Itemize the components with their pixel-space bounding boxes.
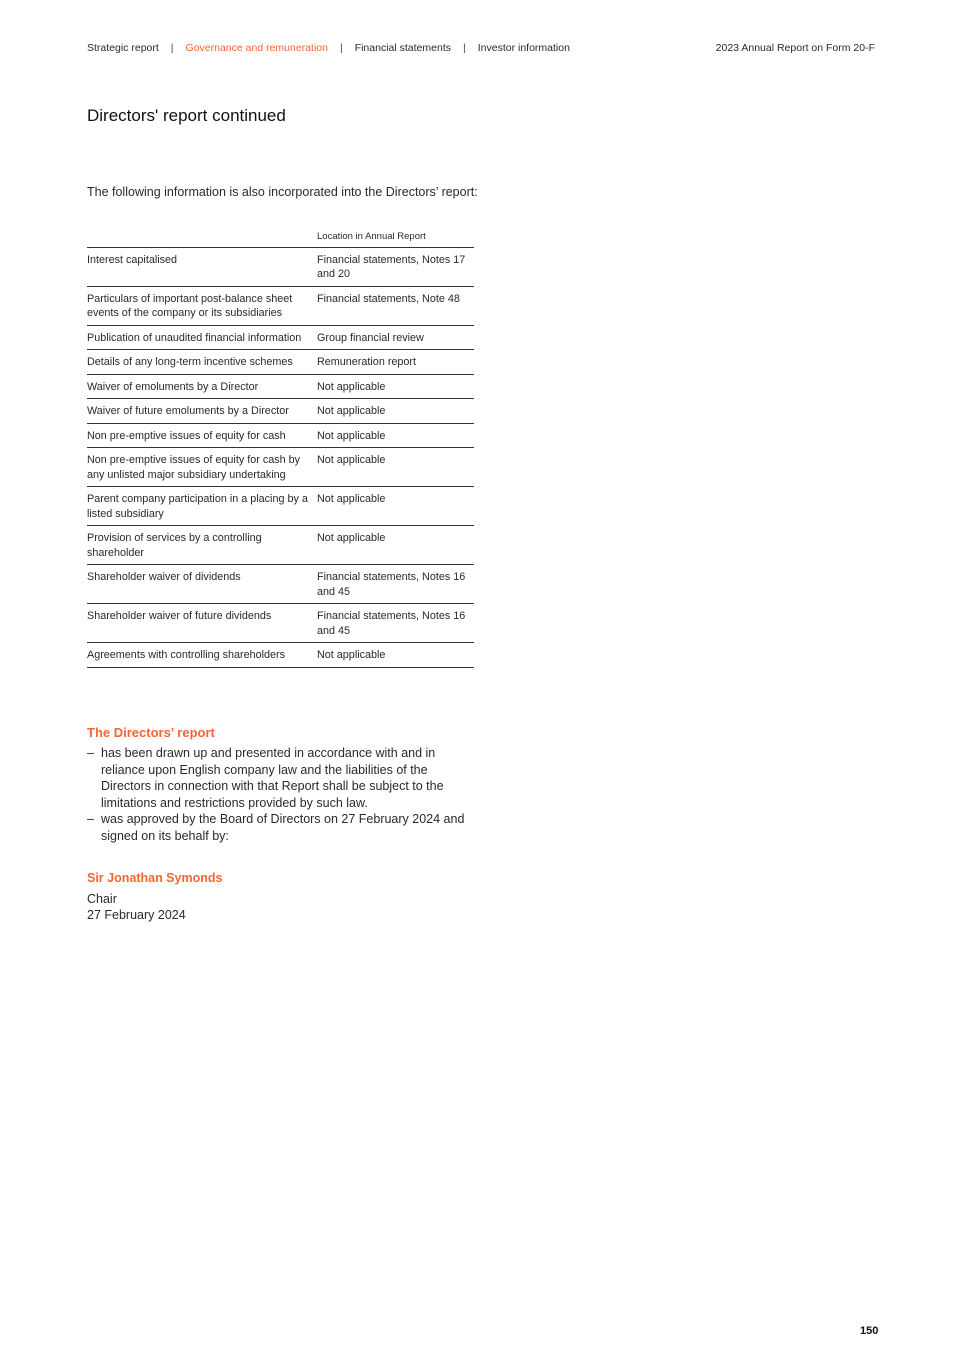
table-row — [87, 325, 474, 350]
page-number: 150 — [860, 1325, 879, 1337]
list-item-text: has been drawn up and presented in accordance with and in reliance upon English company law and the liabilities of the Directors in connection with that Report shall be subject to the limitations and restrictions provided by such law. — [101, 746, 444, 810]
row-location: Financial statements, Notes 16 and 45 — [317, 565, 474, 604]
row-location: Not applicable — [317, 399, 474, 424]
table-row — [87, 448, 474, 487]
table-row — [87, 286, 474, 325]
row-item: Particulars of important post-balance sheet events of the company or its subsidiaries — [87, 286, 317, 325]
signatory-role: Chair — [87, 891, 117, 906]
row-location: Financial statements, Notes 16 and 45 — [317, 604, 474, 643]
table-row — [87, 487, 474, 526]
table-row — [87, 350, 474, 375]
row-item: Provision of services by a controlling shareholder — [87, 526, 317, 565]
list-item — [87, 811, 479, 844]
statement-heading: The Directors’ report — [87, 725, 215, 740]
column-header-location: Location in Annual Report — [317, 230, 474, 247]
report-title: 2023 Annual Report on Form 20-F — [715, 42, 875, 54]
nav-governance-and-remuneration[interactable]: Governance and remuneration — [185, 42, 328, 54]
row-location: Not applicable — [317, 448, 474, 487]
nav-strategic-report[interactable]: Strategic report — [87, 42, 159, 54]
row-item: Non pre-emptive issues of equity for cash by any unlisted major subsidiary undertaking — [87, 448, 317, 487]
signature-block — [87, 870, 479, 924]
row-location: Not applicable — [317, 643, 474, 668]
nav-investor-information[interactable]: Investor information — [477, 42, 570, 54]
row-item: Publication of unaudited financial information — [87, 325, 317, 350]
column-header-item — [87, 230, 317, 247]
table-row — [87, 565, 474, 604]
table-row — [87, 526, 474, 565]
directors-report-statement — [87, 725, 479, 844]
row-item: Details of any long-term incentive schemes — [87, 350, 317, 375]
row-item: Waiver of emoluments by a Director — [87, 374, 317, 399]
dash-bullet: – — [87, 812, 94, 826]
intro-text: The following information is also incorporated into the Directors’ report: — [87, 185, 478, 199]
row-location: Not applicable — [317, 487, 474, 526]
dash-bullet: – — [87, 746, 94, 760]
signature-date: 27 February 2024 — [87, 908, 186, 922]
row-location: Not applicable — [317, 374, 474, 399]
row-location: Financial statements, Note 48 — [317, 286, 474, 325]
table-row — [87, 374, 474, 399]
row-item: Waiver of future emoluments by a Director — [87, 399, 317, 424]
row-item: Shareholder waiver of dividends — [87, 565, 317, 604]
nav-financial-statements[interactable]: Financial statements — [354, 42, 451, 54]
row-location: Not applicable — [317, 526, 474, 565]
nav-separator: | — [462, 42, 466, 54]
row-location: Not applicable — [317, 423, 474, 448]
table-row — [87, 423, 474, 448]
row-item: Parent company participation in a placing by a listed subsidiary — [87, 487, 317, 526]
list-item-text: was approved by the Board of Directors on 27 February 2024 and signed on its behalf by: — [101, 812, 465, 843]
table-row — [87, 247, 474, 286]
row-item: Non pre-emptive issues of equity for cash — [87, 423, 317, 448]
row-item: Shareholder waiver of future dividends — [87, 604, 317, 643]
table-row — [87, 399, 474, 424]
nav-separator: | — [170, 42, 174, 54]
table-row — [87, 643, 474, 668]
page-title: Directors' report continued — [87, 106, 286, 125]
row-location: Financial statements, Notes 17 and 20 — [317, 247, 474, 286]
signatory-name: Sir Jonathan Symonds — [87, 871, 223, 885]
statement-list — [87, 745, 479, 844]
row-location: Group financial review — [317, 325, 474, 350]
row-location: Remuneration report — [317, 350, 474, 375]
row-item: Agreements with controlling shareholders — [87, 643, 317, 668]
row-item: Interest capitalised — [87, 247, 317, 286]
table-row — [87, 604, 474, 643]
list-item — [87, 745, 479, 811]
top-navigation — [87, 42, 875, 54]
nav-separator: | — [339, 42, 343, 54]
incorporated-information-table — [87, 230, 474, 668]
